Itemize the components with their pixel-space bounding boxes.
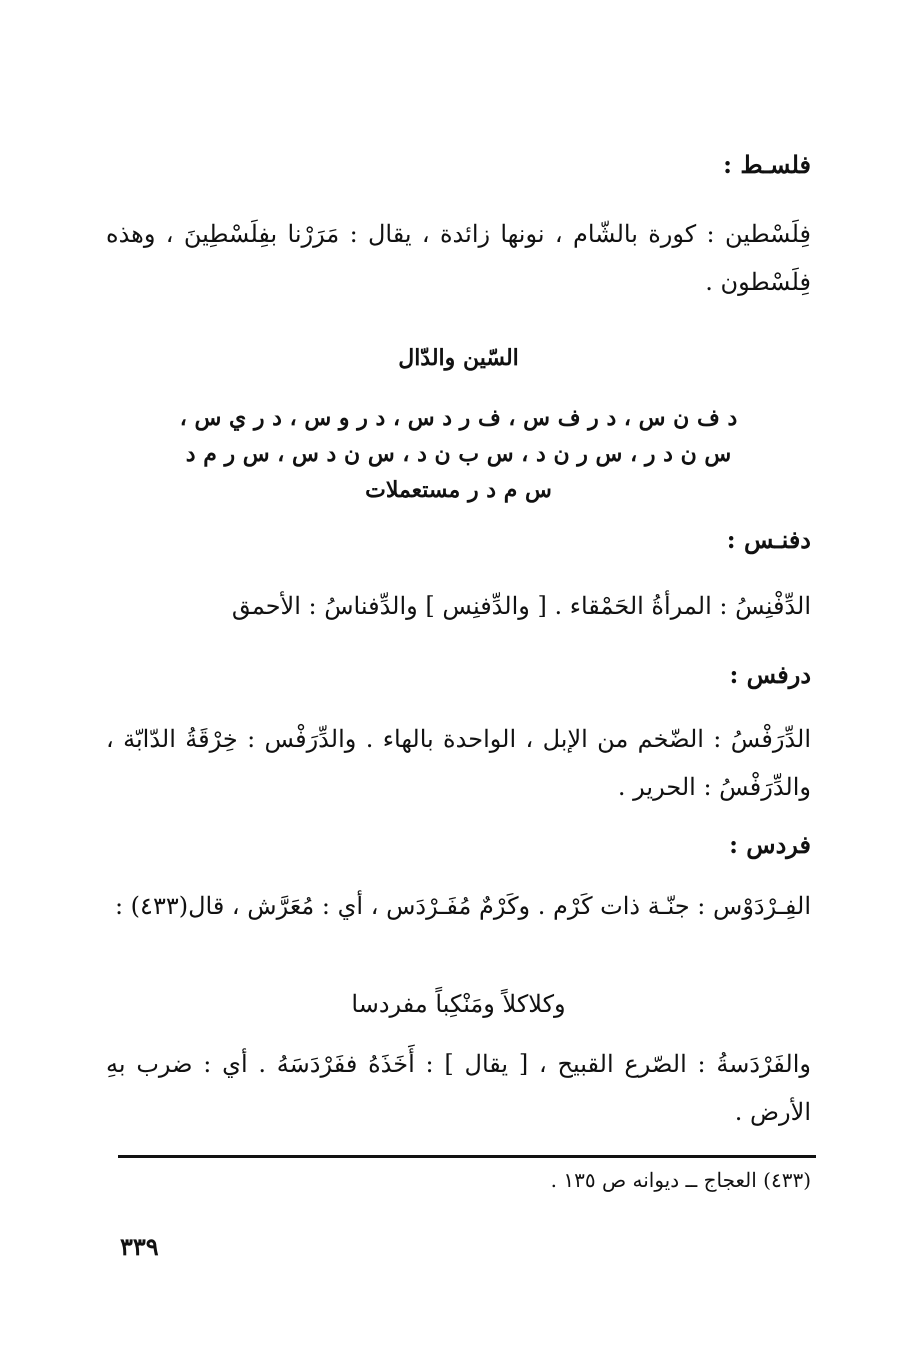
footnote-divider <box>118 1155 816 1158</box>
entry-text-firdaws: الفِـرْدَوْس : جنّـة ذات كَرْم . وكَرْمٌ مُفَـرْدَس ، أي : مُعَرَّش ، قال(٤٣٣) : <box>114 892 811 920</box>
entry-text-darfas: الدِّرَفْسُ : الضّخم من الإبل ، الواحدة بالهاء . والدِّرَفْس : خِرْقَةُ الدّابّة ، والدِّرَفْسُ : الحرير . <box>106 725 811 801</box>
entry-heading-filast: فلسـط : <box>723 150 811 179</box>
entry-heading-firdaws: فردس : <box>729 830 811 859</box>
section-title: السّين والدّال <box>398 345 519 371</box>
roots-line-2: س ن د ر ، س ر ن د ، س ب ن د ، س ن د س ، س ر م د <box>185 441 732 467</box>
entry-heading-darfas: درفس : <box>729 660 811 689</box>
entry-text-filast: فِلَسْطين : كورة بالشّام ، نونها زائدة ، يقال : مَرَرْنا بفِلَسْطِينَ ، وهذه فِلَسْطون . <box>106 220 811 296</box>
page-number: ٣٣٩ <box>120 1232 159 1261</box>
entry-heading-dafnas: دفنـس : <box>726 525 811 554</box>
entry-text-firdasa: والفَرْدَسةُ : الصّرع القبيح ، [ يقال ] : أَخَذَهُ ففَرْدَسَهُ . أي : ضرب بهِ الأرض . <box>106 1050 811 1126</box>
roots-line-1: د ف ن س ، د ر ف س ، ف ر د س ، د ر و س ، د ر ي س ، <box>179 405 738 431</box>
poetry-verse: وكلاكلاً ومَنْكِباً مفردسا <box>351 990 566 1018</box>
roots-line-3: س م د ر مستعملات <box>365 477 552 503</box>
entry-text-dafnas: الدِّفْنِسُ : المرأةُ الحَمْقاء . [ والدِّفنِس ] والدِّفناسُ : الأحمق <box>231 592 811 620</box>
footnote: (٤٣٣) العجاج ــ ديوانه ص ١٣٥ . <box>550 1168 811 1192</box>
